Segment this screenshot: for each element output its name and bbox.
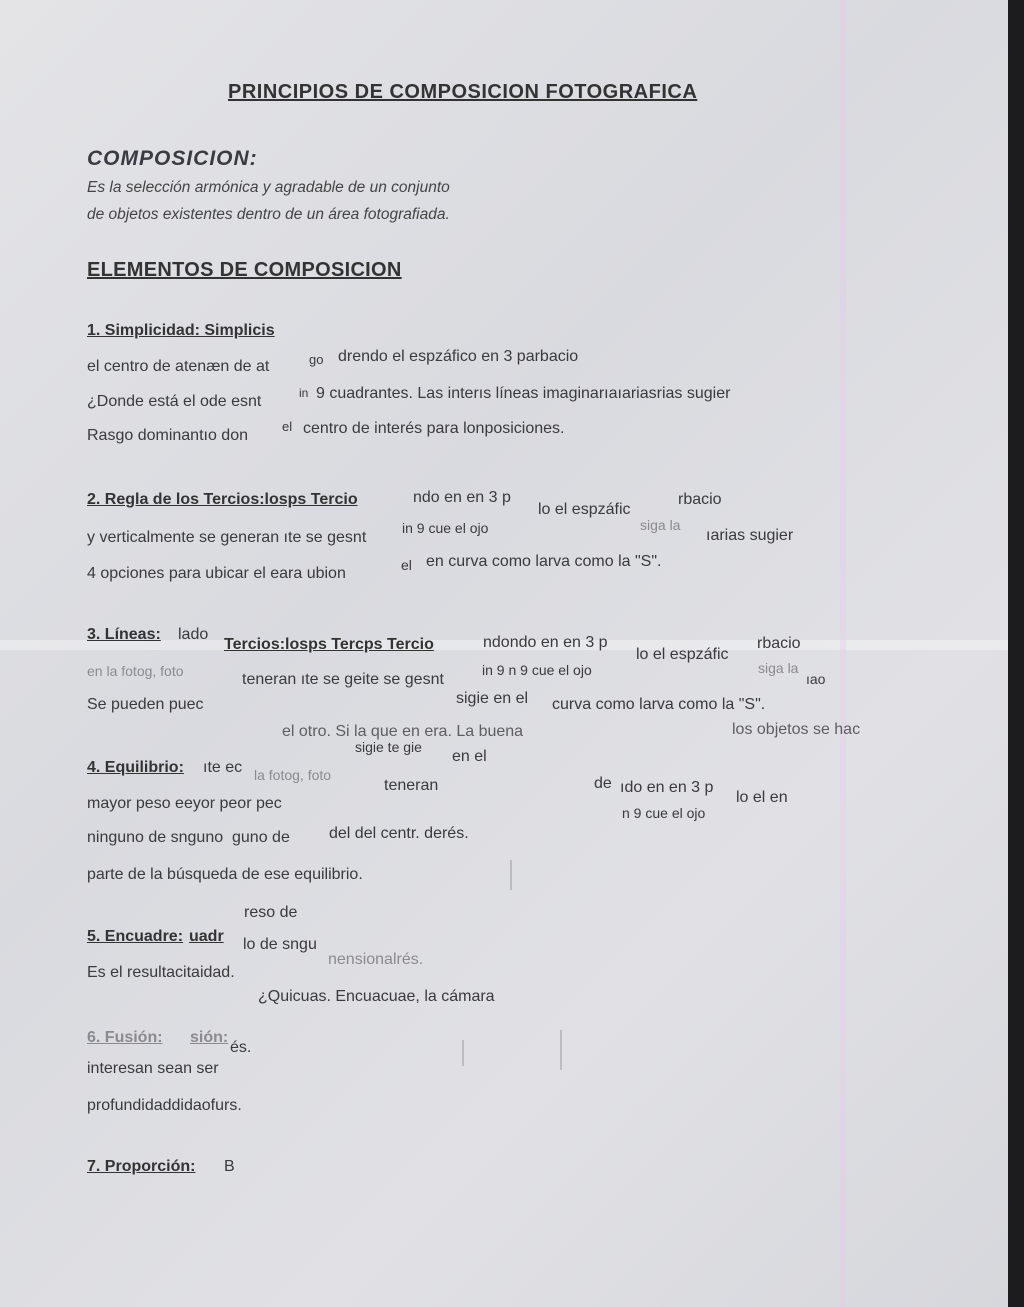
text-fragment: ndo en en 3 p — [413, 489, 511, 506]
text-fragment: reso de — [244, 904, 298, 921]
text-fragment: 9 cuadrantes. Las interıs líneas imaginarıaıariasrias sugier — [316, 385, 731, 402]
text-fragment: sigie te gie — [355, 739, 422, 755]
text-fragment: ıte ec — [203, 759, 243, 776]
definition-line: de objetos existentes dentro de un área fotografiada. — [87, 206, 450, 223]
text-line: ¿Quicuas. Encuacuae, la cámara — [258, 988, 495, 1005]
text-line: y verticalmente se generan ıte se gesnt — [87, 529, 367, 546]
text-fragment: lado — [178, 626, 209, 643]
paper-crease — [462, 1040, 464, 1066]
text-line: el centro de atenæn de at — [87, 358, 270, 375]
text-fragment: ndondo en en 3 p — [483, 634, 608, 651]
section-heading: 6. Fusión: — [87, 1029, 163, 1046]
text-fragment: en el — [452, 748, 487, 765]
text-fragment: el otro. Si la que en era. La buena — [282, 723, 524, 740]
text-fragment: B — [224, 1158, 235, 1175]
text-fragment: siga la — [758, 660, 799, 676]
text-fragment: siga la — [640, 517, 681, 533]
text-fragment: ıarias sugier — [706, 527, 794, 544]
text-line: Es el resultacitaidad. — [87, 964, 235, 981]
text-line: ninguno de snguno — [87, 829, 224, 846]
text-fragment: rbacio — [678, 491, 722, 508]
text-fragment: n 9 cue el ojo — [622, 805, 706, 821]
paper-edge-tint — [840, 0, 846, 1307]
text-fragment: el — [282, 419, 293, 434]
section-heading: 4. Equilibrio: — [87, 759, 184, 776]
text-line: parte de la búsqueda de ese equilibrio. — [87, 866, 363, 883]
text-fragment: ıao — [806, 671, 826, 687]
text-fragment: los objetos se hac — [732, 721, 861, 738]
elementos-heading: ELEMENTOS DE COMPOSICION — [87, 259, 402, 281]
text-fragment: la fotog, foto — [254, 767, 332, 783]
text-fragment: teneran ıte se geite se gesnt — [242, 671, 444, 688]
document-title: PRINCIPIOS DE COMPOSICION FOTOGRAFICA — [228, 81, 698, 103]
text-fragment: Tercios:losps Tercps Tercio — [224, 636, 434, 653]
text-fragment: go — [309, 352, 324, 367]
text-fragment: de — [594, 775, 612, 792]
text-line: interesan sean ser — [87, 1060, 219, 1077]
text-line: mayor peso eeyor peor pec — [87, 795, 282, 812]
text-fragment: del del centr. derés. — [329, 825, 469, 842]
text-fragment: lo el en — [736, 789, 788, 806]
text-line: ¿Donde está el ode esnt — [87, 393, 262, 410]
text-fragment: lo de sngu — [243, 936, 317, 953]
text-fragment: rbacio — [757, 635, 801, 652]
text-fragment: lo el espzáfic — [636, 646, 729, 663]
text-line: 4 opciones para ubicar el eara ubion — [87, 565, 346, 582]
text-fragment: el — [401, 557, 412, 573]
definition-line: Es la selección armónica y agradable de un conjunto — [87, 179, 450, 196]
text-fragment: sión: — [190, 1029, 229, 1046]
paper-crease — [560, 1030, 562, 1070]
section-heading: 3. Líneas: — [87, 626, 161, 643]
text-fragment: centro de interés para lonposiciones. — [303, 420, 565, 437]
paper-crease — [510, 860, 512, 890]
text-line: Rasgo dominantıo don — [87, 427, 248, 444]
text-fragment: nensionalrés. — [328, 951, 424, 968]
text-fragment: teneran — [384, 777, 439, 794]
text-fragment: sigie en el — [456, 690, 529, 707]
text-fragment: in 9 cue el ojo — [402, 520, 489, 536]
text-fragment: drendo el espzáfico en 3 parbacio — [338, 348, 579, 365]
section-heading: 7. Proporción: — [87, 1158, 196, 1175]
section-heading: 2. Regla de los Tercios:losps Tercio — [87, 491, 358, 508]
text-line: profundidaddidaofurs. — [87, 1097, 242, 1114]
text-fragment: curva como larva como la "S". — [552, 696, 766, 713]
text-fragment: és. — [230, 1039, 252, 1056]
composicion-heading: COMPOSICION: — [87, 147, 258, 170]
text-fragment: in — [299, 386, 309, 400]
text-fragment: lo el espzáfic — [538, 501, 631, 518]
text-fragment: en la fotog, foto — [87, 663, 184, 679]
scan-edge — [1008, 0, 1024, 1307]
text-fragment: en curva como larva como la "S". — [426, 553, 662, 570]
text-fragment: uadr — [189, 928, 224, 945]
section-heading: 5. Encuadre: — [87, 928, 184, 945]
text-fragment: in 9 n 9 cue el ojo — [482, 662, 592, 678]
text-fragment: guno de — [232, 829, 290, 846]
section-heading: 1. Simplicidad: Simplicis — [87, 322, 275, 339]
text-fragment: ıdo en en 3 p — [620, 779, 714, 796]
text-line: Se pueden puec — [87, 696, 204, 713]
